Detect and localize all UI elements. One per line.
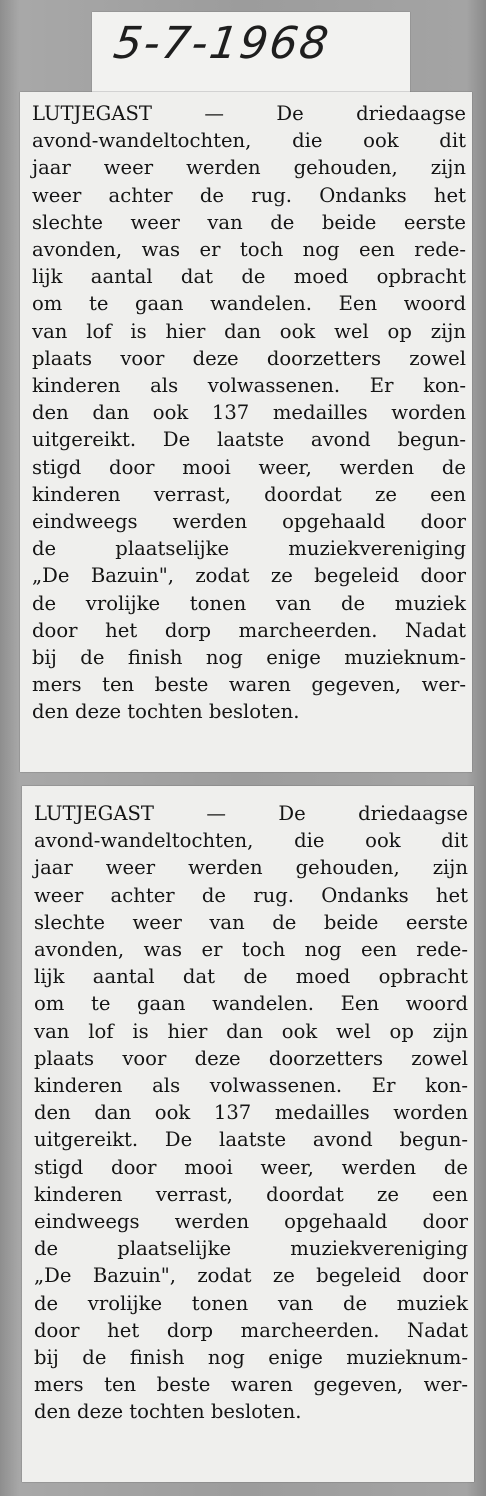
article-line: kinderen als volwassenen. Er kon-: [32, 374, 466, 398]
article-line: lijk aantal dat de moed opbracht: [34, 965, 468, 989]
article-line: de plaatselijke muziekvereniging: [32, 537, 466, 561]
article-line: avond-wandeltochten, die ook dit: [34, 829, 468, 853]
article-line: slechte weer van de beide eerste: [34, 910, 468, 934]
article-line: mers ten beste waren gegeven, wer-: [34, 1373, 468, 1397]
article-line: weer achter de rug. Ondanks het: [32, 183, 466, 207]
article-line: avond-wandeltochten, die ook dit: [32, 129, 466, 153]
article-line: de vrolijke tonen van de muziek: [32, 591, 466, 615]
article-line: stigd door mooi weer, werden de: [32, 455, 466, 479]
article-line: bij de finish nog enige muzieknum-: [32, 646, 466, 670]
article-line: om te gaan wandelen. Een woord: [34, 992, 468, 1016]
newspaper-clipping-1: [20, 92, 472, 772]
article-line: LUTJEGAST — De driedaagse: [34, 802, 468, 825]
article-line: den dan ook 137 medailles worden: [34, 1101, 468, 1125]
handwritten-date: 5-7-1968: [110, 18, 334, 69]
article-line: uitgereikt. De laatste avond begun-: [32, 428, 466, 452]
article-line: den dan ook 137 medailles worden: [32, 401, 466, 425]
article-text-2: [34, 800, 468, 1426]
article-line: plaats voor deze doorzetters zowel: [34, 1046, 468, 1070]
article-line: uitgereikt. De laatste avond begun-: [34, 1128, 468, 1152]
article-line: van lof is hier dan ook wel op zijn: [32, 319, 466, 343]
article-line: jaar weer werden gehouden, zijn: [32, 156, 466, 180]
article-line: van lof is hier dan ook wel op zijn: [34, 1019, 468, 1043]
article-text-1: [32, 100, 466, 726]
article-line: kinderen verrast, doordat ze een: [34, 1182, 468, 1206]
article-line: „De Bazuin", zodat ze begeleid door: [34, 1264, 468, 1288]
article-line: slechte weer van de beide eerste: [32, 210, 466, 234]
article-line: kinderen verrast, doordat ze een: [32, 482, 466, 506]
article-line: „De Bazuin", zodat ze begeleid door: [32, 564, 466, 588]
article-line: weer achter de rug. Ondanks het: [34, 883, 468, 907]
article-line: eindweegs werden opgehaald door: [34, 1210, 468, 1234]
article-line: door het dorp marcheerden. Nadat: [34, 1318, 468, 1342]
article-line: lijk aantal dat de moed opbracht: [32, 265, 466, 289]
date-slip: [92, 12, 410, 94]
newspaper-clipping-2: [22, 786, 474, 1482]
article-line: mers ten beste waren gegeven, wer-: [32, 673, 466, 697]
article-line: de vrolijke tonen van de muziek: [34, 1291, 468, 1315]
article-line: den deze tochten besloten.: [32, 700, 300, 724]
article-line: door het dorp marcheerden. Nadat: [32, 618, 466, 642]
article-line: LUTJEGAST — De driedaagse: [32, 102, 466, 125]
article-line: kinderen als volwassenen. Er kon-: [34, 1074, 468, 1098]
article-line: avonden, was er toch nog een rede-: [32, 238, 466, 262]
article-line: stigd door mooi weer, werden de: [34, 1155, 468, 1179]
article-line: plaats voor deze doorzetters zowel: [32, 346, 466, 370]
article-line: avonden, was er toch nog een rede-: [34, 938, 468, 962]
article-line: jaar weer werden gehouden, zijn: [34, 856, 468, 880]
article-line: om te gaan wandelen. Een woord: [32, 292, 466, 316]
article-line: eindweegs werden opgehaald door: [32, 510, 466, 534]
article-line: de plaatselijke muziekvereniging: [34, 1237, 468, 1261]
article-line: bij de finish nog enige muzieknum-: [34, 1346, 468, 1370]
article-line: den deze tochten besloten.: [34, 1400, 302, 1424]
